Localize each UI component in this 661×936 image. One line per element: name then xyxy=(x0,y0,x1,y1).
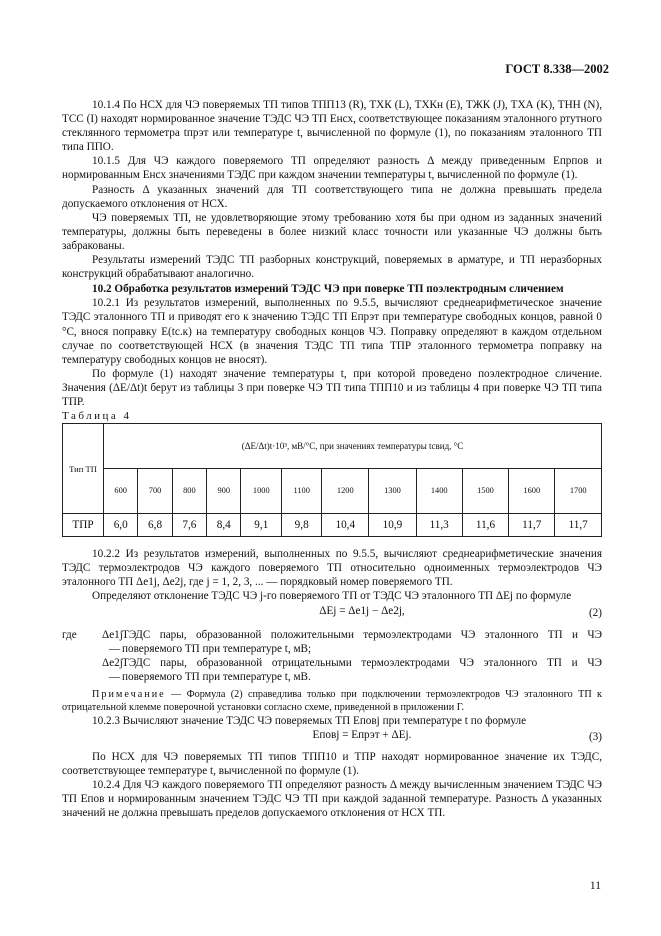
table-value-cell: 7,6 xyxy=(172,514,206,537)
table-temperature-row xyxy=(63,469,602,514)
paragraph-10-2-4: 10.2.4 Для ЧЭ каждого поверяемого ТП определяют разность Δ между вычисленным значением ТЭДС ЧЭ ТП Eпов и нормированным значением ТЭДС ЧЭ ТП при каждой заданной температуре. Разность Δ указанных значений не должна превышать пределов допускаемого отклонения от НСХ ТП. xyxy=(62,779,602,820)
definition-text: ТЭДС пары, образованной положительными термоэлектродами ЧЭ эталонного ТП и ЧЭ поверяемого ТП при температуре t, мВ; xyxy=(122,628,602,655)
note-label: Примечание xyxy=(92,688,166,700)
paragraph-deviation: Определяют отклонение ТЭДС ЧЭ j-го поверяемого ТП от ТЭДС ЧЭ эталонного ТП ΔEj по формуле xyxy=(92,590,572,603)
definition-text: ТЭДС пары, образованной отрицательными термоэлектродами ЧЭ эталонного ТП и ЧЭ поверяемого ТП при температуре t, мВ. xyxy=(122,656,602,683)
formula-3-number: (3) xyxy=(588,731,602,743)
definition-lead xyxy=(62,656,102,684)
table-value-cell: 11,7 xyxy=(555,514,602,537)
formula-2-number: (2) xyxy=(588,606,602,619)
table-row-type: ТПР xyxy=(63,514,104,537)
formula-3-expression: Eповj = Eпрэт + ΔEj. xyxy=(312,729,412,741)
table-title: (ΔE/Δt)t·10³, мВ/°С, при значениях температуры tсвид, °С xyxy=(104,424,602,469)
note xyxy=(62,688,602,714)
table-temp-cell: 800 xyxy=(172,469,206,514)
table-temp-cell: 1000 xyxy=(241,469,282,514)
paragraph-10-1-5: 10.1.5 Для ЧЭ каждого поверяемого ТП определяют разность Δ между приведенным Eпрпов и нормированным Eнсх значениями ТЭДС при каждом значении температуры t, вычисленной по формуле (1). xyxy=(62,155,602,182)
definition-symbol: Δe2j — xyxy=(102,656,123,683)
table-caption: Таблица 4 xyxy=(62,410,132,423)
table-temp-cell: 1400 xyxy=(416,469,462,514)
formula-definitions xyxy=(62,628,602,684)
paragraph-difference: Разность Δ указанных значений для ТП соответствующего типа не должна превышать предела допускаемого отклонения от НСХ. xyxy=(62,183,602,210)
table-value-cell: 10,9 xyxy=(369,514,416,537)
table-row xyxy=(63,514,602,537)
page-number: 11 xyxy=(589,880,601,892)
paragraph-constructions: Результаты измерений ТЭДС ТП разборных конструкций, поверяемых в арматуре, и ТП неразборных конструкций обрабатывают аналогично. xyxy=(62,254,602,281)
table-temp-cell: 600 xyxy=(104,469,138,514)
table-value-cell: 8,4 xyxy=(207,514,241,537)
table-temp-cell: 1100 xyxy=(282,469,322,514)
formula-2 xyxy=(62,604,602,626)
definition-symbol: Δe1j — xyxy=(102,628,123,655)
table-type-header: Тип ТП xyxy=(63,424,104,514)
formula-2-expression: ΔEj = Δe1j − Δe2j, xyxy=(319,604,405,617)
table-value-cell: 11,6 xyxy=(462,514,508,537)
document-header: ГОСТ 8.338—2002 xyxy=(505,62,609,76)
note-text: — Формула (2) справедлива только при подключении термоэлектродов ЧЭ эталонного ТП к отрицательной клемме поверочной установки согласно схеме, приведенной в приложении Г. xyxy=(62,688,602,713)
table-value-cell: 10,4 xyxy=(322,514,369,537)
paragraph-nsx: По НСХ для ЧЭ поверяемых ТП типов ТПП10 и ТПР находят нормированное значение их ТЭДС, соответствующее температуре t, вычисленной по формуле (1). xyxy=(62,751,602,778)
table-value-cell: 11,7 xyxy=(509,514,555,537)
table-temp-cell: 1500 xyxy=(462,469,508,514)
table-temp-cell: 900 xyxy=(207,469,241,514)
table-value-cell: 9,8 xyxy=(282,514,322,537)
paragraph-10-2-2: 10.2.2 Из результатов измерений, выполненных по 9.5.5, вычисляют среднеарифметические значения ТЭДС термоэлектродов ЧЭ каждого поверяемого ТП относительно одноименных термоэлектродов ЧЭ эталонного ТП Δe1j, Δe2j, где j = 1, 2, 3, ... — порядковый номер поверяемого ТП. xyxy=(62,548,602,589)
paragraph-formula-1: По формуле (1) находят значение температуры t, при которой проведено поэлектродное сличение. Значения (ΔE/Δt)t берут из таблицы 3 при поверке ЧЭ ТП типа ТПП10 и из таблицы 4 при поверке ЧЭ ТП типа ТПР. xyxy=(62,367,602,408)
definition-lead: где xyxy=(62,628,77,641)
paragraph-10-1-4: 10.1.4 По НСХ для ЧЭ поверяемых ТП типов ТПП13 (R), ТХК (L), ТХКн (E), ТЖК (J), ТХА (K), ТНН (N), ТСС (I) находят нормированное значение ТЭДС ЧЭ ТП Eнсх, соответствующее показаниям эталонного ртутного стеклянного термометра tпрэт или температуре t, вычисленной по формуле (1), по показаниям эталонного ТП типа ППО. xyxy=(62,99,602,154)
table-temp-cell: 1200 xyxy=(322,469,369,514)
table-temp-cell: 1700 xyxy=(555,469,602,514)
page-content xyxy=(62,98,602,820)
paragraph-10-2-1: 10.2.1 Из результатов измерений, выполненных по 9.5.5, вычисляют среднеарифметическое значение ТЭДС эталонного ТП и приводят его к значению ТЭДС ТП Eпрэт при температуре свободных концов, равной 0 °C, внося поправку E(tс.к) на температуру свободных концов ЧЭ. Поправку определяют в каждом отдельном случае по соответствующей НСХ (в значения ТЭДС ТП типа ТПР эталонного термометра поправку на температуру свободных концов не вносят). xyxy=(62,297,602,366)
table-temp-cell: 1300 xyxy=(369,469,416,514)
table-value-cell: 6,0 xyxy=(104,514,138,537)
table-value-cell: 9,1 xyxy=(241,514,282,537)
formula-3 xyxy=(62,728,602,750)
table-temp-cell: 700 xyxy=(138,469,172,514)
paragraph-rejection: ЧЭ поверяемых ТП, не удовлетворяющие этому требованию хотя бы при одном из заданных значений температуры, должны быть переведены в более низкий класс точности или указанные ЧЭ должны быть забракованы. xyxy=(62,211,602,252)
section-title-10-2: 10.2 Обработка результатов измерений ТЭДС ЧЭ при поверке ТП поэлектродным сличением xyxy=(92,283,564,296)
table-temp-cell: 1600 xyxy=(509,469,555,514)
table-value-cell: 6,8 xyxy=(138,514,172,537)
paragraph-10-2-3: 10.2.3 Вычисляют значение ТЭДС ЧЭ поверяемых ТП Eповj при температуре t по формуле xyxy=(92,714,527,727)
table-value-cell: 11,3 xyxy=(416,514,462,537)
table-4 xyxy=(62,423,602,537)
